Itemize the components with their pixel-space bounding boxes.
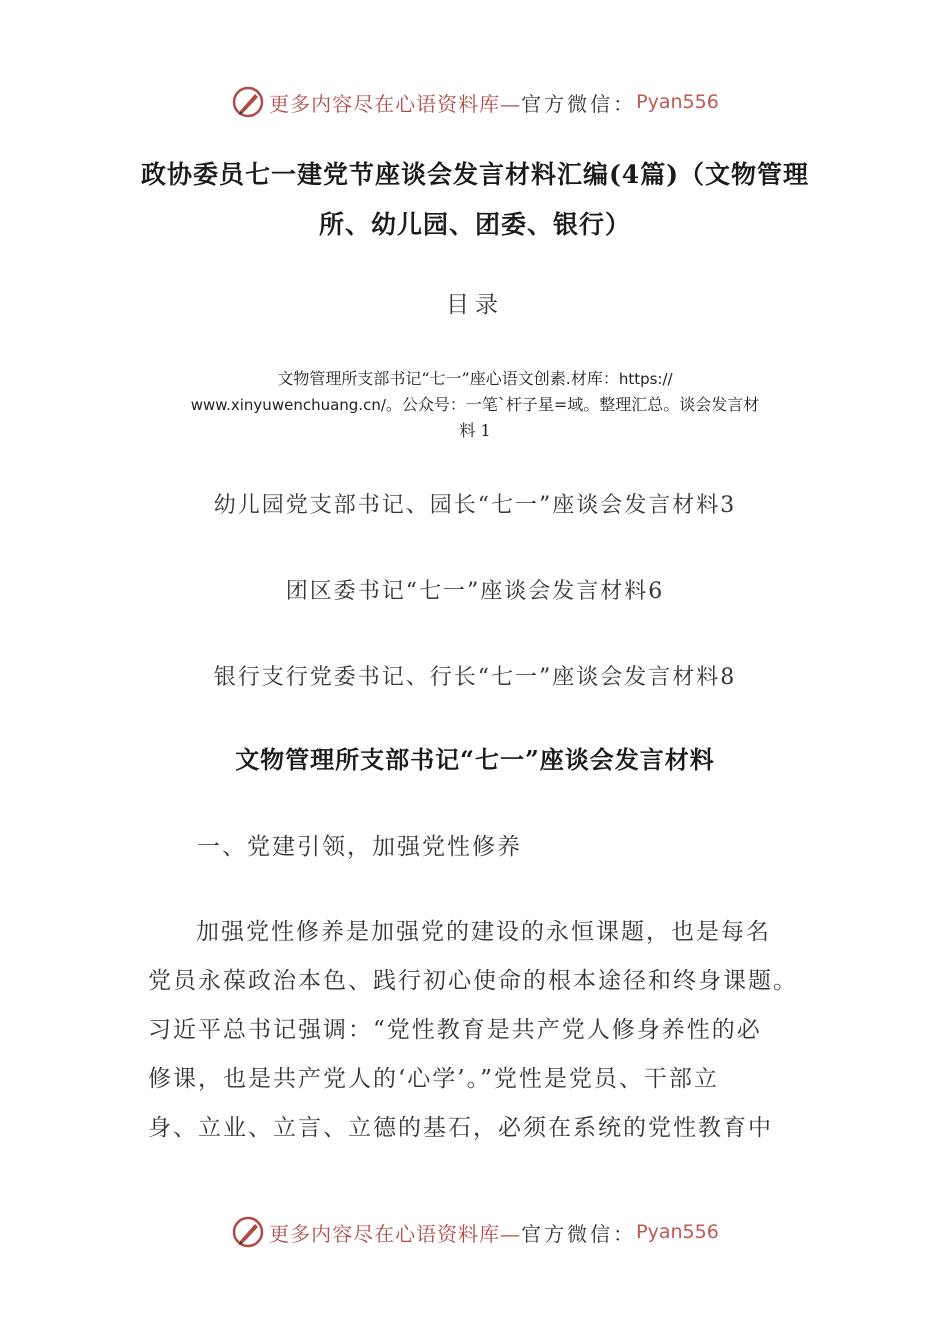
document-title bbox=[100, 150, 850, 250]
toc-heading: 目录 bbox=[446, 292, 504, 318]
toc-item-kindergarten: 幼儿园党支部书记、园长“七一”座谈会发言材料3 bbox=[213, 493, 737, 518]
toc-first-line-2 bbox=[150, 392, 800, 418]
banner-slogan: 更多内容尽在心语资料库— bbox=[269, 91, 522, 116]
banner-wechat-label: 官方微信： bbox=[521, 1221, 637, 1246]
footer-banner bbox=[0, 1212, 950, 1252]
paragraph-line: 习近平总书记强调：“党性教育是共产党人修身养性的必 bbox=[148, 1017, 762, 1043]
toc-first-line-1 bbox=[150, 366, 800, 392]
paragraph-line: 加强党性修养是加强党的建设的永恒课题，也是每名 bbox=[196, 919, 771, 945]
toc-first-line1-url: https:// bbox=[618, 370, 673, 388]
title-line-2: 所、幼儿园、团委、银行） bbox=[318, 210, 631, 239]
toc-item-first bbox=[150, 366, 800, 444]
header-banner bbox=[0, 82, 950, 122]
toc-first-line2-url: www.xinyuwenchuang.cn/ bbox=[190, 396, 386, 414]
banner-slogan: 更多内容尽在心语资料库— bbox=[269, 1221, 522, 1246]
toc-item-youth-league: 团区委书记“七一”座谈会发言材料6 bbox=[285, 579, 665, 604]
banner-wechat-id: Pyan556 bbox=[636, 91, 719, 113]
toc-item-bank: 银行支行党委书记、行长“七一”座谈会发言材料8 bbox=[213, 665, 737, 690]
toc-first-line-3: 料 1 bbox=[459, 421, 491, 440]
banner-wechat-id: Pyan556 bbox=[636, 1221, 719, 1243]
section-title: 文物管理所支部书记“七一”座谈会发言材料 bbox=[235, 745, 715, 774]
banner-wechat-label: 官方微信： bbox=[521, 91, 637, 116]
paragraph-line: 党员永葆政治本色、践行初心使命的根本途径和终身课题。 bbox=[148, 968, 798, 994]
title-line-1: 政协委员七一建党节座谈会发言材料汇编(4篇)（文物管理 bbox=[140, 160, 810, 189]
toc-first-line1-text: 文物管理所支部书记“七一”座心语文创素.材库： bbox=[277, 369, 619, 388]
sub-heading: 一、党建引领，加强党性修养 bbox=[197, 834, 522, 860]
paragraph-line: 身、立业、立言、立德的基石，必须在系统的党性教育中 bbox=[148, 1115, 773, 1141]
toc-first-line2-text: 。公众号：一笔`杆子星=域。整理汇总。谈会发言材 bbox=[385, 395, 760, 414]
pen-logo-icon bbox=[231, 85, 265, 119]
body-paragraph bbox=[148, 908, 798, 1153]
pen-logo-icon bbox=[231, 1215, 265, 1249]
paragraph-line: 修课，也是共产党人的‘心学’。”党性是党员、干部立 bbox=[148, 1066, 719, 1092]
